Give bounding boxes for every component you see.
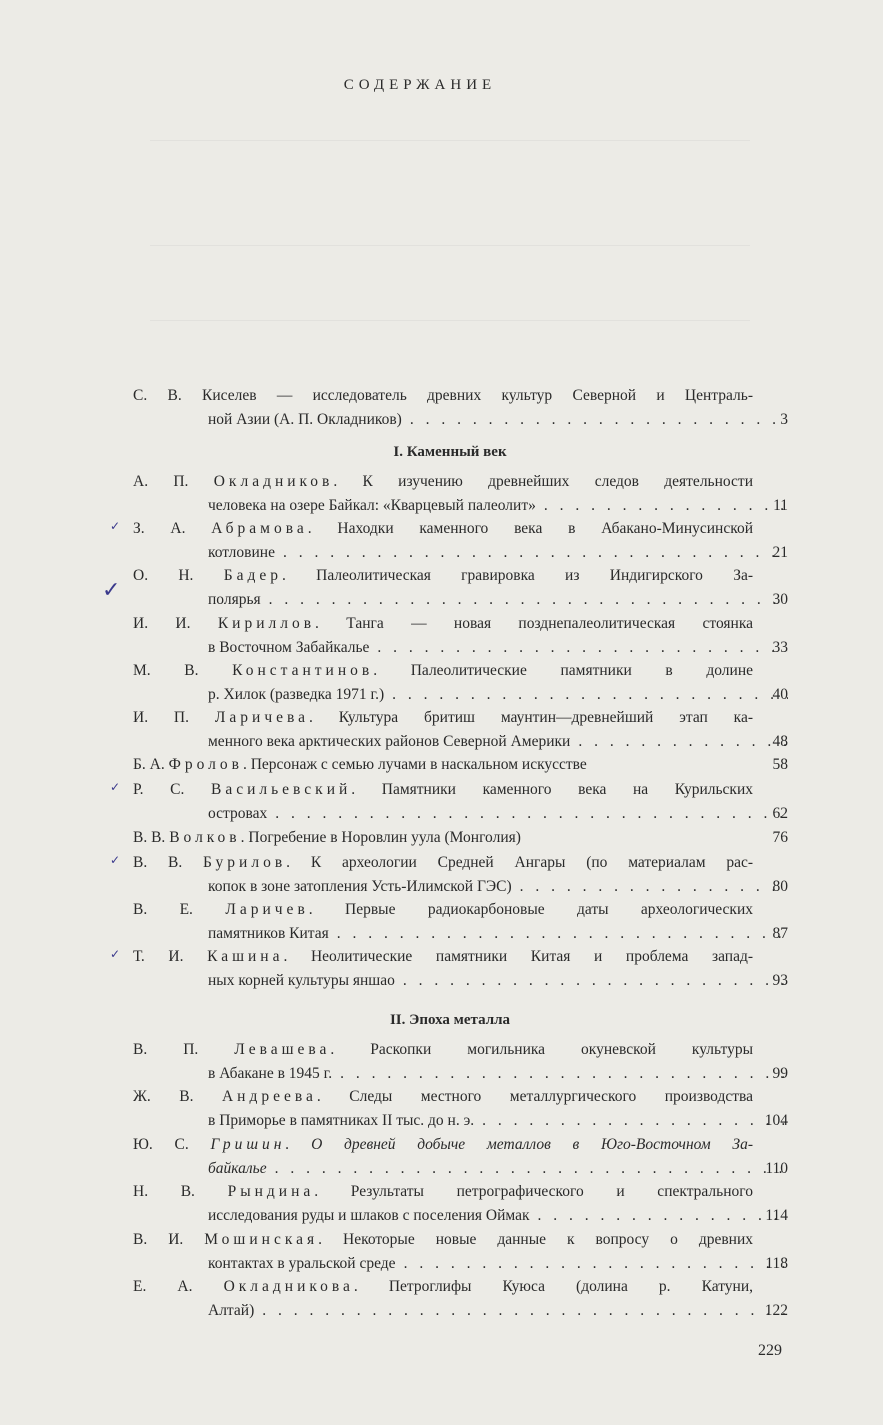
entry-initials: Ж. В. — [133, 1088, 194, 1105]
handwritten-checkmark-icon: ✓ — [110, 519, 121, 533]
entry-title-line1: . Персонаж с семью лучами в наскальном искусстве — [242, 756, 587, 773]
entry-author: Константинов — [232, 662, 374, 679]
entry-initials: О. Н. — [133, 567, 194, 584]
entry-title-line1: . Раскопки могильника окуневской культуры — [330, 1041, 753, 1058]
entry-title-line2: исследования руды и шлаков с поселения Оймак — [208, 1207, 530, 1224]
toc-entry-preface — [133, 384, 788, 432]
toc-entry — [133, 612, 788, 660]
entry-title-line2: менного века арктических районов Северной Америки — [208, 733, 571, 750]
entry-author: Абрамова — [211, 520, 308, 537]
toc-entry — [133, 517, 788, 565]
entry-page-number: 110 — [765, 1160, 788, 1177]
entry-author: Окладникова — [223, 1278, 354, 1295]
entry-initials: Е. А. — [133, 1278, 193, 1295]
entry-initials: А. П. — [133, 473, 189, 490]
entry-author: Андреева — [221, 1088, 317, 1105]
leader-dots — [384, 683, 788, 707]
entry-initials: Р. С. — [133, 781, 185, 798]
section-heading: I. Каменный век — [393, 444, 507, 460]
leader-dots — [275, 541, 788, 565]
entry-page-number: 80 — [772, 878, 788, 895]
entry-page-number: 21 — [772, 544, 788, 561]
handwritten-checkmark-icon: ✓ — [110, 780, 121, 794]
handwritten-checkmark-icon: ✓ — [110, 947, 121, 961]
entry-initials: Ю. С. — [133, 1136, 189, 1153]
page-title: СОДЕРЖАНИЕ — [343, 77, 497, 93]
entry-title-line2: в Абакане в 1945 г. — [208, 1065, 333, 1082]
entry-page-number: 58 — [772, 756, 788, 773]
entry-initials: В. В. — [133, 854, 183, 871]
leader-dots — [474, 1109, 788, 1133]
toc-entry — [133, 1133, 788, 1181]
entry-author: Фролов — [168, 756, 243, 773]
toc-entry — [133, 706, 788, 754]
toc-entry — [133, 945, 788, 993]
entry-title-line1: . Танга — новая позднепалеолитическая стоянка — [315, 615, 754, 632]
entry-author: Кириллов — [217, 615, 316, 632]
entry-title-line2: островах — [208, 805, 268, 822]
leader-dots — [329, 922, 788, 946]
entry-author: Мошинская — [204, 1231, 319, 1248]
entry-author: Рындина — [227, 1183, 315, 1200]
entry-page-number: 11 — [773, 497, 788, 514]
entry-page-number: 87 — [772, 925, 788, 942]
entry-page-number: 99 — [772, 1065, 788, 1082]
entry-page-number: 114 — [765, 1207, 788, 1224]
entry-title-line2: котловине — [208, 544, 275, 561]
entry-title-line1: . Памятники каменного века на Курильских — [351, 781, 753, 798]
entry-initials: М. В. — [133, 662, 199, 679]
entry-title-line2: байкалье — [208, 1160, 267, 1177]
entry-initials: В. И. — [133, 1231, 184, 1248]
toc-entry — [133, 753, 788, 777]
page-number: 229 — [758, 1342, 782, 1359]
leader-dots — [402, 408, 788, 432]
entry-title-line2: человека на озере Байкал: «Кварцевый палеолит» — [208, 497, 536, 514]
entry-author: Волков — [169, 829, 241, 846]
entry-title-line1: . Первые радиокарбоновые даты археологических — [308, 901, 754, 918]
entry-title-line2: ных корней культуры яншао — [208, 972, 395, 989]
leader-dots — [267, 1157, 788, 1181]
toc-entry — [133, 1038, 788, 1086]
entry-title-line1: . Результаты петрографического и спектрального — [314, 1183, 753, 1200]
entry-author: Бурилов — [203, 854, 287, 871]
toc-entry — [133, 659, 788, 707]
toc-entry — [133, 1275, 788, 1323]
entry-page-number: 104 — [764, 1112, 788, 1129]
handwritten-checkmark-icon: ✓ — [110, 853, 121, 867]
entry-title-line1: . Палеолитические памятники в долине — [373, 662, 754, 679]
entry-author: Гришин — [210, 1136, 286, 1153]
entry-author: Ларичева — [214, 709, 309, 726]
entry-title-line1: . Погребение в Норовлин уула (Монголия) — [240, 829, 521, 846]
leader-dots — [261, 588, 788, 612]
entry-title-line2: копок в зоне затопления Усть-Илимской ГЭС) — [208, 878, 512, 895]
entry-page-number: 3 — [780, 411, 788, 428]
entry-title-line2: р. Хилок (разведка 1971 г.) — [208, 686, 385, 703]
entry-initials: И. И. — [133, 615, 191, 632]
entry-page-number: 62 — [772, 805, 788, 822]
entry-author: Бадер — [223, 567, 283, 584]
toc-entry — [133, 1085, 788, 1133]
entry-page-number: 30 — [772, 591, 788, 608]
entry-title-line1: . К археологии Средней Ангары (по материалам рас- — [286, 854, 753, 871]
leader-dots — [536, 494, 788, 518]
leader-dots — [254, 1299, 788, 1323]
entry-author: Васильевский — [210, 781, 352, 798]
toc-entry — [133, 898, 788, 946]
leader-dots — [512, 875, 788, 899]
section-heading: II. Эпоха металла — [389, 1012, 511, 1028]
entry-title-line1: . Культура бритиш маунтин—древнейший этап ка- — [309, 709, 754, 726]
toc-entry — [133, 778, 788, 826]
entry-title-line1: . Петроглифы Куюса (долина р. Катуни, — [353, 1278, 753, 1295]
entry-title-line2: в Восточном Забайкалье — [208, 639, 370, 656]
entry-page-number: 76 — [772, 829, 788, 846]
entry-title-line1: . Некоторые новые данные к вопросу о древних — [318, 1231, 753, 1248]
toc-entry — [133, 1228, 788, 1276]
entry-title-line2: памятников Китая — [208, 925, 329, 942]
entry-author: Левашева — [234, 1041, 331, 1058]
entry-title-line2: в Приморье в памятниках II тыс. до н. э. — [208, 1112, 475, 1129]
entry-initials: И. П. — [133, 709, 190, 726]
entry-title-line1: . Следы местного металлургического производства — [316, 1088, 753, 1105]
leader-dots — [267, 802, 788, 826]
entry-page-number: 40 — [772, 686, 788, 703]
entry-author: Кашина — [207, 948, 284, 965]
entry-initials: С. В. — [133, 387, 182, 404]
entry-title-line1: . К изучению древнейших следов деятельности — [333, 473, 753, 490]
entry-initials: В. Е. — [133, 901, 193, 918]
entry-initials: В. П. — [133, 1041, 199, 1058]
entry-author: Окладников — [213, 473, 334, 490]
entry-page-number: 122 — [764, 1302, 788, 1319]
leader-dots — [332, 1062, 788, 1086]
toc-entry — [133, 564, 788, 612]
entry-title-line1: . Неолитические памятники Китая и проблема запад- — [283, 948, 753, 965]
handwritten-checkmark-icon: ✓ — [102, 578, 121, 603]
toc-entry — [133, 1180, 788, 1228]
entry-page-number: 118 — [765, 1255, 788, 1272]
entry-page-number: 93 — [772, 972, 788, 989]
leader-dots — [396, 1252, 788, 1276]
entry-initials: Т. И. — [133, 948, 184, 965]
leader-dots — [369, 636, 788, 660]
entry-initials: Б. А. — [133, 756, 165, 773]
entry-title-line2: Алтай) — [208, 1302, 255, 1319]
leader-dots — [530, 1204, 788, 1228]
entry-title-line2: полярья — [208, 591, 261, 608]
leader-dots — [395, 969, 788, 993]
entry-initials: З. А. — [133, 520, 186, 537]
entry-page-number: 33 — [772, 639, 788, 656]
entry-author: Ларичев — [225, 901, 309, 918]
toc-entry — [133, 826, 788, 850]
toc-entry — [133, 470, 788, 518]
entry-title-line1: . Находки каменного века в Абакано-Минусинской — [307, 520, 754, 537]
entry-initials: Н. В. — [133, 1183, 195, 1200]
entry-page-number: 48 — [772, 733, 788, 750]
entry-title-line2: контактах в уральской среде — [208, 1255, 396, 1272]
entry-title-line2: ной Азии (А. П. Окладников) — [208, 411, 402, 428]
toc-entry — [133, 851, 788, 899]
entry-title-line1: . О древней добыче металлов в Юго-Восточном За- — [285, 1136, 753, 1153]
entry-initials: В. В. — [133, 829, 166, 846]
entry-title-line1: Киселев — исследователь древних культур Северной и Централь- — [202, 387, 753, 404]
entry-title-line1: . Палеолитическая гравировка из Индигирского За- — [282, 567, 754, 584]
